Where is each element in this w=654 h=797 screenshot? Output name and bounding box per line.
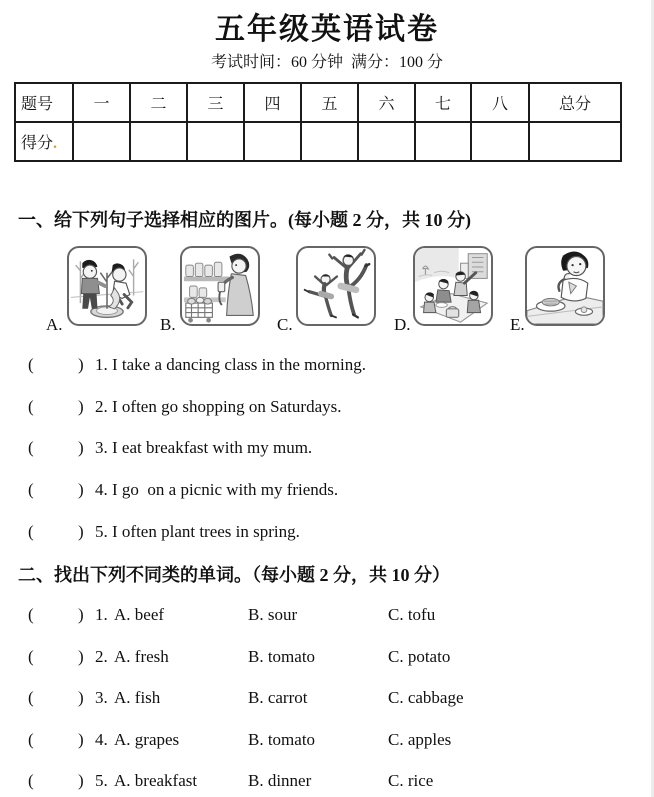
question-number-label: 题号 <box>15 83 73 122</box>
picture-label-b: B. <box>160 315 176 334</box>
picture-e-eating-breakfast <box>525 246 605 326</box>
option-b: B. sour <box>248 605 298 624</box>
section-two-heading: 二、找出下列不同类的单词。（每小题 2 分，共 10 分） <box>18 565 450 585</box>
score-table <box>14 82 622 162</box>
column-header: 六 <box>358 83 415 122</box>
answer-bracket-open: ( <box>28 688 34 707</box>
question-number: 1. <box>95 605 108 624</box>
option-c: C. potato <box>388 647 451 666</box>
section-two-question-1 <box>28 605 638 627</box>
section-one-question-1 <box>28 355 638 377</box>
column-header: 一 <box>73 83 130 122</box>
option-a: A. fish <box>114 688 161 707</box>
option-a: A. breakfast <box>114 771 198 790</box>
option-b: B. tomato <box>248 730 316 749</box>
score-label-dot: . <box>53 135 58 152</box>
option-a: A. fresh <box>114 647 169 666</box>
picture-d-picnic <box>413 246 493 326</box>
question-number: 2. <box>95 647 108 666</box>
answer-bracket-open: ( <box>28 438 34 457</box>
answer-bracket-open: ( <box>28 355 34 374</box>
section-two-question-5 <box>28 771 638 793</box>
section-one-question-3 <box>28 438 638 460</box>
option-c: C. rice <box>388 771 434 790</box>
option-a: A. beef <box>114 605 165 624</box>
score-label: 得分 <box>21 135 54 152</box>
picture-label-d: D. <box>394 315 411 334</box>
score-cell <box>73 122 130 161</box>
page-title: 五年级英语试卷 <box>215 13 439 46</box>
score-cell <box>529 122 621 161</box>
option-b: B. dinner <box>248 771 312 790</box>
picture-label-e: E. <box>510 315 525 334</box>
question-number-row <box>15 83 621 122</box>
answer-bracket-close: ) <box>78 480 84 499</box>
answer-bracket-close: ) <box>78 605 84 624</box>
option-c: C. tofu <box>388 605 436 624</box>
score-cell <box>130 122 187 161</box>
answer-bracket-open: ( <box>28 480 34 499</box>
column-header: 三 <box>187 83 244 122</box>
dancing-illustration <box>298 248 374 324</box>
picture-b-shopping <box>180 246 260 326</box>
picture-label-c: C. <box>277 315 293 334</box>
answer-bracket-close: ) <box>78 730 84 749</box>
question-text: 4. I go on a picnic with my friends. <box>95 480 339 499</box>
option-b: B. tomato <box>248 647 316 666</box>
score-cell <box>244 122 301 161</box>
column-header: 总分 <box>529 83 621 122</box>
column-header: 四 <box>244 83 301 122</box>
score-label-cell <box>15 122 73 161</box>
answer-bracket-close: ) <box>78 647 84 666</box>
answer-bracket-close: ) <box>78 397 84 416</box>
answer-bracket-open: ( <box>28 605 34 624</box>
section-one-question-4 <box>28 480 638 502</box>
question-number: 3. <box>95 688 108 707</box>
eating-breakfast-illustration <box>527 248 603 324</box>
question-text: 2. I often go shopping on Saturdays. <box>95 397 342 416</box>
answer-bracket-close: ) <box>78 688 84 707</box>
answer-bracket-close: ) <box>78 771 84 790</box>
answer-bracket-close: ) <box>78 355 84 374</box>
question-text: 5. I often plant trees in spring. <box>95 522 300 541</box>
column-header: 七 <box>415 83 471 122</box>
picture-a-planting-trees <box>67 246 147 326</box>
question-number: 4. <box>95 730 108 749</box>
answer-bracket-open: ( <box>28 771 34 790</box>
section-two-question-2 <box>28 647 638 669</box>
answer-bracket-open: ( <box>28 397 34 416</box>
option-a: A. grapes <box>114 730 180 749</box>
score-row <box>15 122 621 161</box>
option-c: C. apples <box>388 730 452 749</box>
question-number: 5. <box>95 771 108 790</box>
answer-bracket-open: ( <box>28 522 34 541</box>
column-header: 八 <box>471 83 529 122</box>
answer-bracket-close: ) <box>78 522 84 541</box>
planting-trees-illustration <box>69 248 145 324</box>
option-b: B. carrot <box>248 688 308 707</box>
answer-bracket-open: ( <box>28 647 34 666</box>
score-cell <box>415 122 471 161</box>
section-one-question-2 <box>28 397 638 419</box>
score-cell <box>358 122 415 161</box>
section-two-question-4 <box>28 730 638 752</box>
answer-bracket-open: ( <box>28 730 34 749</box>
section-one-heading: 一、给下列句子选择相应的图片。(每小题 2 分，共 10 分) <box>18 210 471 230</box>
answer-bracket-close: ) <box>78 438 84 457</box>
score-cell <box>187 122 244 161</box>
column-header: 五 <box>301 83 358 122</box>
score-cell <box>471 122 529 161</box>
column-header: 二 <box>130 83 187 122</box>
picture-label-a: A. <box>46 315 63 334</box>
score-cell <box>301 122 358 161</box>
exam-info-line: 考试时间：60 分钟 满分：100 分 <box>210 54 443 71</box>
question-text: 1. I take a dancing class in the morning. <box>95 355 366 374</box>
shopping-illustration <box>182 248 258 324</box>
section-two-question-3 <box>28 688 638 710</box>
section-one-question-5 <box>28 522 638 544</box>
picture-c-dancing <box>296 246 376 326</box>
picnic-illustration <box>415 248 491 324</box>
option-c: C. cabbage <box>388 688 464 707</box>
question-text: 3. I eat breakfast with my mum. <box>95 438 313 457</box>
